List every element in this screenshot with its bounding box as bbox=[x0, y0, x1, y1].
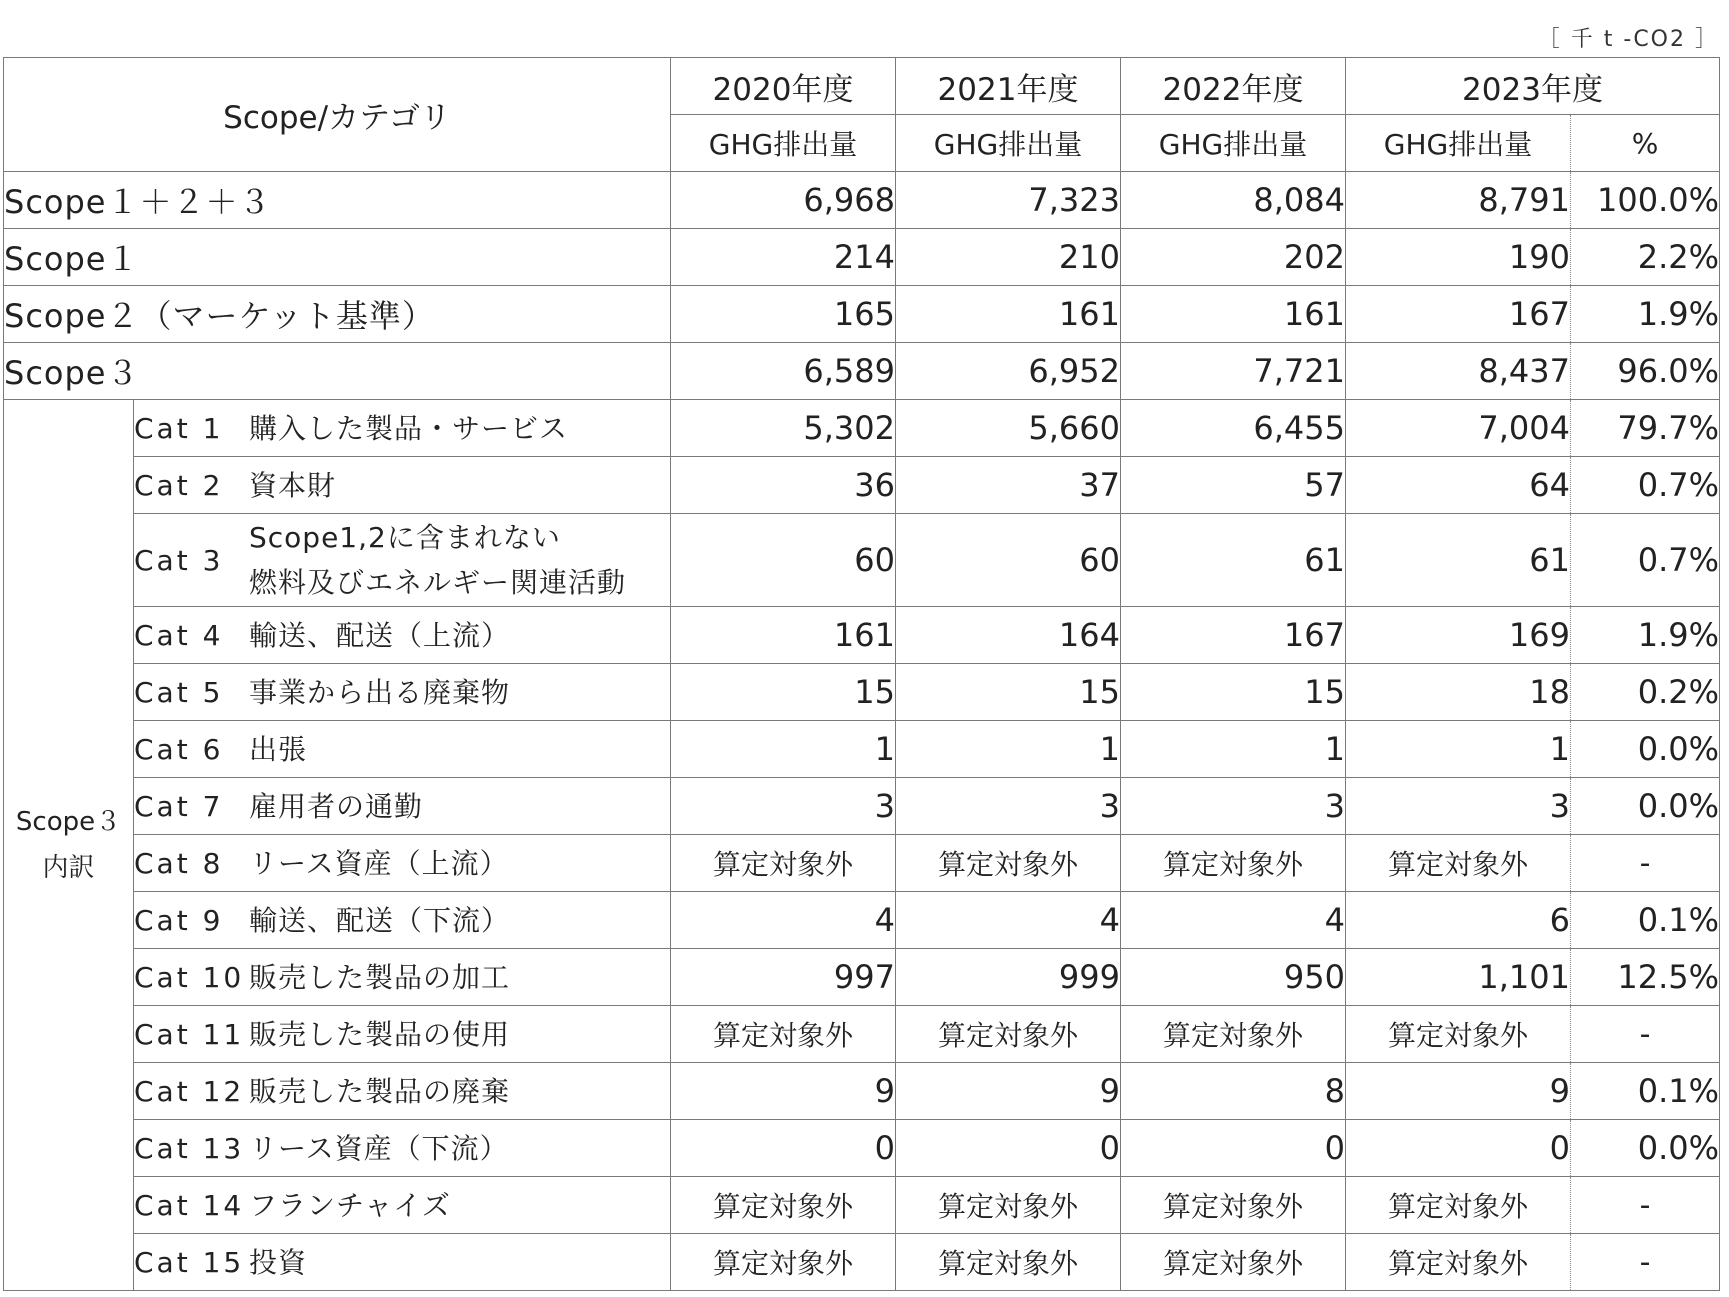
value-cell: 61 bbox=[1121, 514, 1346, 607]
value-cell: 8,437 bbox=[1346, 343, 1571, 400]
value-cell: 210 bbox=[896, 229, 1121, 286]
category-row bbox=[4, 457, 1720, 514]
category-cell bbox=[134, 1234, 671, 1291]
category-cell bbox=[134, 607, 671, 664]
header-ghg-2023: GHG排出量 bbox=[1346, 115, 1571, 172]
value-cell: 算定対象外 bbox=[896, 1177, 1121, 1234]
percent-cell: 12.5% bbox=[1571, 949, 1720, 1006]
percent-cell: - bbox=[1571, 835, 1720, 892]
category-row bbox=[4, 1177, 1720, 1234]
category-number: Cat 1 bbox=[134, 411, 224, 445]
percent-cell: 1.9% bbox=[1571, 286, 1720, 343]
category-name: 販売した製品の加工 bbox=[249, 960, 511, 994]
percent-cell: 0.2% bbox=[1571, 664, 1720, 721]
scope3-breakdown-label: Scope３ 内訳 bbox=[4, 400, 134, 1291]
value-cell: 算定対象外 bbox=[1346, 1006, 1571, 1063]
summary-label: Scope１＋２＋３ bbox=[4, 172, 671, 229]
category-cell bbox=[134, 892, 671, 949]
value-cell: 36 bbox=[671, 457, 896, 514]
percent-cell: 1.9% bbox=[1571, 607, 1720, 664]
category-name: 輸送、配送（下流） bbox=[249, 903, 511, 937]
value-cell: 0 bbox=[1121, 1120, 1346, 1177]
value-cell: 6,589 bbox=[671, 343, 896, 400]
category-name: Scope1,2に含まれない 燃料及びエネルギー関連活動 bbox=[249, 521, 627, 599]
value-cell: 7,323 bbox=[896, 172, 1121, 229]
value-cell: 6,968 bbox=[671, 172, 896, 229]
value-cell: 0 bbox=[671, 1120, 896, 1177]
value-cell: 算定対象外 bbox=[671, 1006, 896, 1063]
summary-label: Scope１ bbox=[4, 229, 671, 286]
value-cell: 999 bbox=[896, 949, 1121, 1006]
category-name: 投資 bbox=[249, 1245, 308, 1279]
value-cell: 算定対象外 bbox=[1121, 835, 1346, 892]
category-row bbox=[4, 721, 1720, 778]
value-cell: 1 bbox=[1121, 721, 1346, 778]
value-cell: 1 bbox=[896, 721, 1121, 778]
value-cell: 202 bbox=[1121, 229, 1346, 286]
value-cell: 57 bbox=[1121, 457, 1346, 514]
value-cell: 60 bbox=[896, 514, 1121, 607]
value-cell: 6,952 bbox=[896, 343, 1121, 400]
category-number: Cat 10 bbox=[134, 960, 245, 994]
header-percent: % bbox=[1571, 115, 1720, 172]
percent-cell: 0.0% bbox=[1571, 778, 1720, 835]
percent-cell: 0.0% bbox=[1571, 1120, 1720, 1177]
category-name: 販売した製品の廃棄 bbox=[249, 1074, 511, 1108]
value-cell: 7,004 bbox=[1346, 400, 1571, 457]
value-cell: 18 bbox=[1346, 664, 1571, 721]
category-number: Cat 3 bbox=[134, 543, 224, 577]
value-cell: 214 bbox=[671, 229, 896, 286]
header-ghg-2020: GHG排出量 bbox=[671, 115, 896, 172]
value-cell: 0 bbox=[896, 1120, 1121, 1177]
percent-cell: 96.0% bbox=[1571, 343, 1720, 400]
category-number: Cat 12 bbox=[134, 1074, 245, 1108]
category-number: Cat 15 bbox=[134, 1245, 245, 1279]
header-category: Scope/カテゴリ bbox=[4, 58, 671, 172]
value-cell: 60 bbox=[671, 514, 896, 607]
value-cell: 6,455 bbox=[1121, 400, 1346, 457]
value-cell: 算定対象外 bbox=[1121, 1234, 1346, 1291]
value-cell: 算定対象外 bbox=[896, 1006, 1121, 1063]
value-cell: 1,101 bbox=[1346, 949, 1571, 1006]
value-cell: 3 bbox=[671, 778, 896, 835]
value-cell: 4 bbox=[1121, 892, 1346, 949]
value-cell: 算定対象外 bbox=[1346, 1234, 1571, 1291]
value-cell: 8 bbox=[1121, 1063, 1346, 1120]
category-row bbox=[4, 1006, 1720, 1063]
category-name: リース資産（下流） bbox=[249, 1131, 509, 1165]
category-row bbox=[4, 1234, 1720, 1291]
percent-cell: 0.7% bbox=[1571, 457, 1720, 514]
value-cell: 37 bbox=[896, 457, 1121, 514]
value-cell: 算定対象外 bbox=[896, 835, 1121, 892]
category-row bbox=[4, 400, 1720, 457]
value-cell: 8,084 bbox=[1121, 172, 1346, 229]
percent-cell: 0.1% bbox=[1571, 892, 1720, 949]
value-cell: 算定対象外 bbox=[1121, 1006, 1346, 1063]
value-cell: 190 bbox=[1346, 229, 1571, 286]
category-cell bbox=[134, 1177, 671, 1234]
category-name: 販売した製品の使用 bbox=[249, 1017, 511, 1051]
value-cell: 6 bbox=[1346, 892, 1571, 949]
category-number: Cat 11 bbox=[134, 1017, 245, 1051]
category-row bbox=[4, 1120, 1720, 1177]
value-cell: 997 bbox=[671, 949, 896, 1006]
value-cell: 算定対象外 bbox=[1121, 1177, 1346, 1234]
category-row bbox=[4, 607, 1720, 664]
value-cell: 1 bbox=[1346, 721, 1571, 778]
category-cell bbox=[134, 457, 671, 514]
category-row bbox=[4, 949, 1720, 1006]
value-cell: 3 bbox=[896, 778, 1121, 835]
summary-row bbox=[4, 286, 1720, 343]
value-cell: 5,660 bbox=[896, 400, 1121, 457]
category-row bbox=[4, 778, 1720, 835]
summary-row bbox=[4, 172, 1720, 229]
header-year-2021: 2021年度 bbox=[896, 58, 1121, 115]
value-cell: 8,791 bbox=[1346, 172, 1571, 229]
value-cell: 4 bbox=[671, 892, 896, 949]
category-number: Cat 14 bbox=[134, 1188, 245, 1222]
category-name: 出張 bbox=[249, 732, 308, 766]
value-cell: 161 bbox=[671, 607, 896, 664]
category-cell bbox=[134, 835, 671, 892]
value-cell: 164 bbox=[896, 607, 1121, 664]
value-cell: 167 bbox=[1121, 607, 1346, 664]
category-number: Cat 6 bbox=[134, 732, 224, 766]
category-row bbox=[4, 514, 1720, 607]
category-name: 購入した製品・サービス bbox=[249, 411, 569, 445]
value-cell: 165 bbox=[671, 286, 896, 343]
category-number: Cat 2 bbox=[134, 468, 224, 502]
value-cell: 9 bbox=[671, 1063, 896, 1120]
value-cell: 161 bbox=[896, 286, 1121, 343]
value-cell: 4 bbox=[896, 892, 1121, 949]
summary-row bbox=[4, 229, 1720, 286]
summary-label: Scope２（マーケット基準） bbox=[4, 286, 671, 343]
percent-cell: - bbox=[1571, 1177, 1720, 1234]
value-cell: 3 bbox=[1121, 778, 1346, 835]
value-cell: 15 bbox=[896, 664, 1121, 721]
value-cell: 算定対象外 bbox=[1346, 835, 1571, 892]
value-cell: 算定対象外 bbox=[671, 1234, 896, 1291]
category-cell bbox=[134, 1120, 671, 1177]
category-number: Cat 7 bbox=[134, 789, 224, 823]
summary-row bbox=[4, 343, 1720, 400]
value-cell: 算定対象外 bbox=[671, 1177, 896, 1234]
category-cell bbox=[134, 721, 671, 778]
value-cell: 161 bbox=[1121, 286, 1346, 343]
category-number: Cat 5 bbox=[134, 675, 224, 709]
percent-cell: 0.7% bbox=[1571, 514, 1720, 607]
header-ghg-2022: GHG排出量 bbox=[1121, 115, 1346, 172]
category-cell bbox=[134, 778, 671, 835]
value-cell: 167 bbox=[1346, 286, 1571, 343]
value-cell: 9 bbox=[1346, 1063, 1571, 1120]
value-cell: 169 bbox=[1346, 607, 1571, 664]
category-row bbox=[4, 892, 1720, 949]
value-cell: 950 bbox=[1121, 949, 1346, 1006]
percent-cell: 0.0% bbox=[1571, 721, 1720, 778]
unit-label: ［ 千 t -CO2 ］ bbox=[1537, 27, 1719, 52]
value-cell: 15 bbox=[1121, 664, 1346, 721]
percent-cell: 100.0% bbox=[1571, 172, 1720, 229]
category-name: 雇用者の通勤 bbox=[249, 789, 424, 823]
category-cell bbox=[134, 1006, 671, 1063]
percent-cell: - bbox=[1571, 1006, 1720, 1063]
header-row-years bbox=[4, 58, 1720, 115]
category-row bbox=[4, 1063, 1720, 1120]
percent-cell: 2.2% bbox=[1571, 229, 1720, 286]
header-year-2020: 2020年度 bbox=[671, 58, 896, 115]
ghg-emissions-table bbox=[3, 57, 1720, 1291]
category-name: 資本財 bbox=[249, 468, 337, 502]
category-number: Cat 4 bbox=[134, 618, 224, 652]
percent-cell: 0.1% bbox=[1571, 1063, 1720, 1120]
percent-cell: - bbox=[1571, 1234, 1720, 1291]
value-cell: 算定対象外 bbox=[896, 1234, 1121, 1291]
value-cell: 算定対象外 bbox=[1346, 1177, 1571, 1234]
category-name: 事業から出る廃棄物 bbox=[249, 675, 511, 709]
category-cell bbox=[134, 664, 671, 721]
header-ghg-2021: GHG排出量 bbox=[896, 115, 1121, 172]
value-cell: 7,721 bbox=[1121, 343, 1346, 400]
value-cell: 3 bbox=[1346, 778, 1571, 835]
category-name: リース資産（上流） bbox=[249, 846, 509, 880]
value-cell: 0 bbox=[1346, 1120, 1571, 1177]
category-number: Cat 13 bbox=[134, 1131, 245, 1165]
summary-label: Scope３ bbox=[4, 343, 671, 400]
category-cell bbox=[134, 400, 671, 457]
category-cell bbox=[134, 1063, 671, 1120]
value-cell: 9 bbox=[896, 1063, 1121, 1120]
category-row bbox=[4, 664, 1720, 721]
value-cell: 1 bbox=[671, 721, 896, 778]
value-cell: 5,302 bbox=[671, 400, 896, 457]
value-cell: 61 bbox=[1346, 514, 1571, 607]
percent-cell: 79.7% bbox=[1571, 400, 1720, 457]
category-number: Cat 9 bbox=[134, 903, 224, 937]
category-cell bbox=[134, 514, 671, 607]
category-cell bbox=[134, 949, 671, 1006]
value-cell: 15 bbox=[671, 664, 896, 721]
category-row bbox=[4, 835, 1720, 892]
category-number: Cat 8 bbox=[134, 846, 224, 880]
value-cell: 64 bbox=[1346, 457, 1571, 514]
category-name: 輸送、配送（上流） bbox=[249, 618, 511, 652]
header-year-2023: 2023年度 bbox=[1346, 58, 1720, 115]
value-cell: 算定対象外 bbox=[671, 835, 896, 892]
header-year-2022: 2022年度 bbox=[1121, 58, 1346, 115]
category-name: フランチャイズ bbox=[249, 1188, 451, 1222]
